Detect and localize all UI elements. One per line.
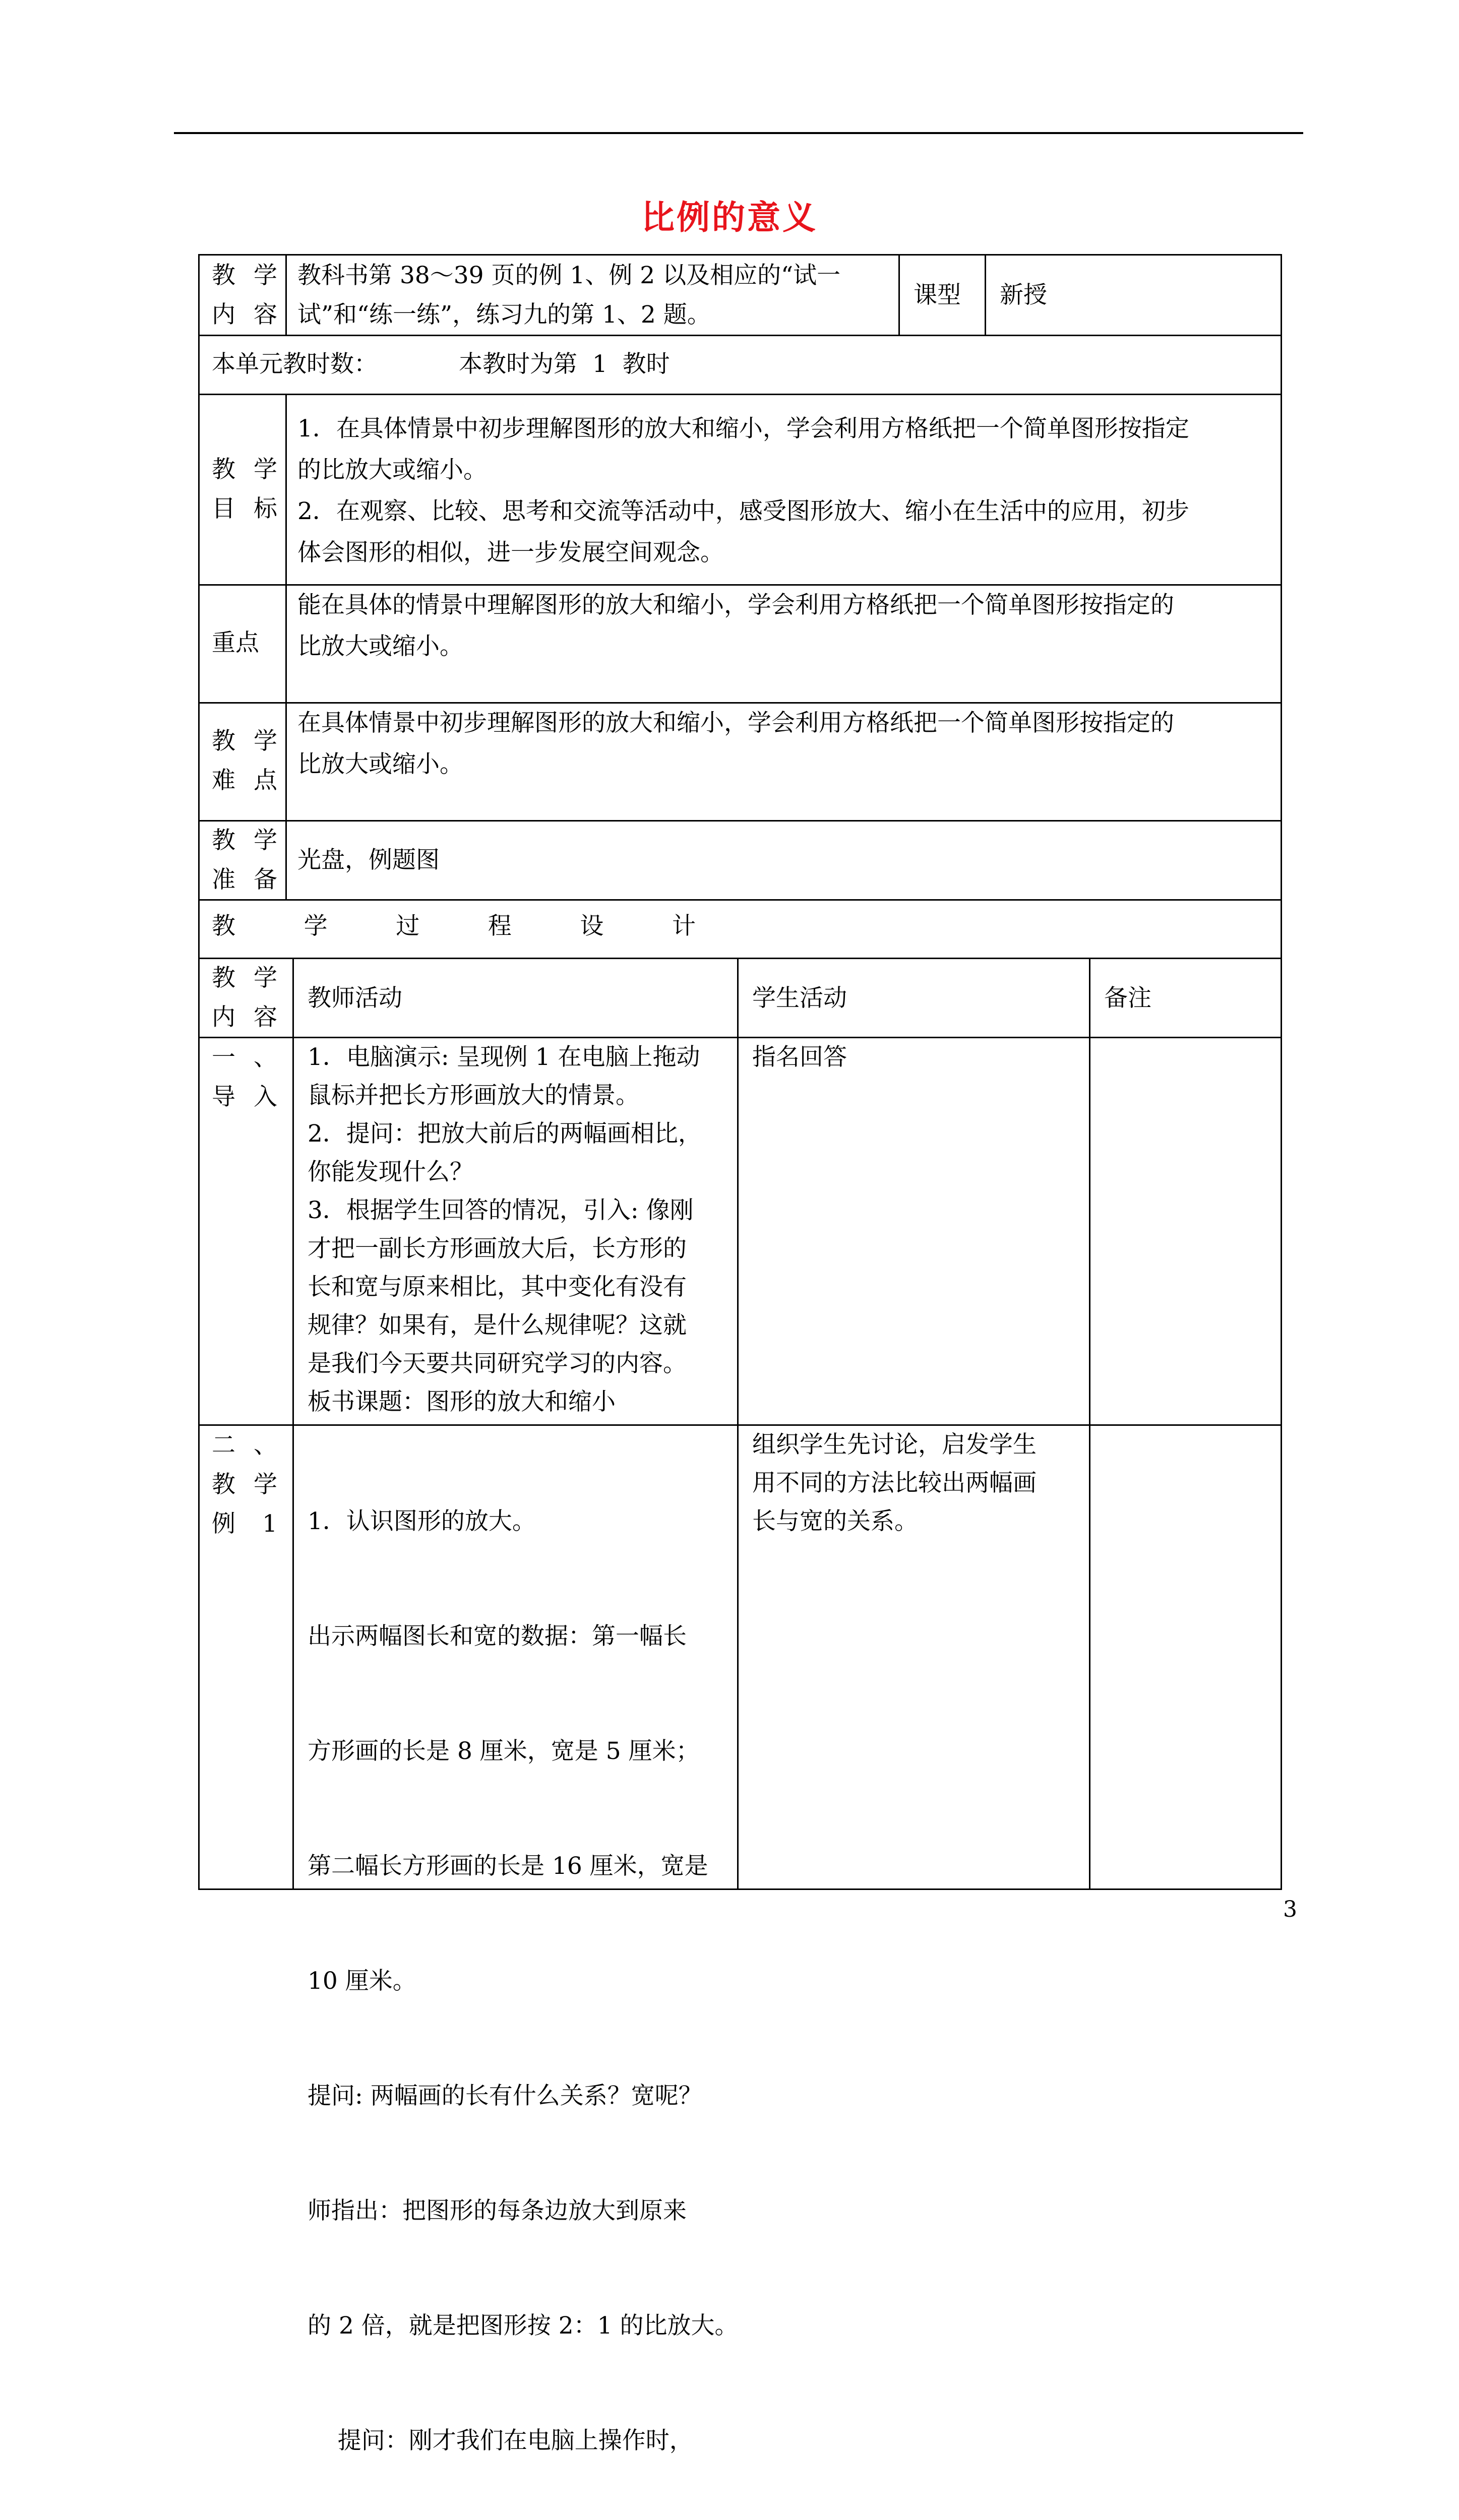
key-label: 重点	[212, 629, 259, 657]
section-label-line: 例 1	[212, 1510, 277, 1538]
goals-line: 的比放大或缩小。	[297, 456, 487, 484]
section-label-line: 一、	[212, 1044, 277, 1072]
table-rule	[1089, 958, 1090, 1888]
difficulty-label	[212, 722, 277, 800]
content-label	[212, 256, 277, 335]
student-activity	[752, 1426, 1037, 1541]
teacher-activity-line: 提问: 两幅画的长有什么关系？宽呢？	[308, 2082, 702, 2110]
lesson-type-value: 新授	[1000, 281, 1047, 309]
process-heading	[212, 907, 696, 941]
prep-label	[212, 821, 277, 900]
content-label-line: 内容	[212, 301, 277, 329]
table-rule	[198, 958, 1282, 959]
process-content-header-line: 教 学	[212, 964, 277, 992]
content-label-line: 教 学	[212, 262, 277, 289]
teacher-activity-line: 是我们今天要共同研究学习的内容。	[308, 1350, 687, 1377]
table-rule	[198, 254, 200, 1890]
teacher-activity	[308, 1038, 702, 1421]
teacher-activity-line: 第二幅长方形画的长是 16 厘米，宽是	[308, 1852, 708, 1880]
prep-label-line: 教 学	[212, 827, 277, 854]
section-label	[212, 1426, 277, 1544]
section-label	[212, 1038, 277, 1117]
teacher-activity-line: 出示两幅图长和宽的数据：第一幅长	[308, 1622, 687, 1650]
teacher-activity-line: 你能发现什么？	[308, 1158, 473, 1186]
table-rule	[898, 254, 900, 335]
table-rule	[198, 394, 1282, 395]
key-line: 比放大或缩小。	[297, 633, 463, 660]
process-heading-char: 过	[396, 912, 420, 940]
process-content-header-line: 内容	[212, 1003, 277, 1031]
teacher-activity-line: 规律？如果有，是什么规律呢？这就	[308, 1311, 687, 1339]
teacher-activity-line: 师指出：把图形的每条边放大到原来	[308, 2197, 687, 2225]
teacher-activity-line: 提问：刚才我们在电脑上操作时，	[308, 2427, 693, 2454]
table-rule	[198, 335, 1282, 336]
section-label-line: 二、	[212, 1431, 277, 1459]
teacher-activity-line: 鼠标并把长方形画放大的情景。	[308, 1082, 639, 1109]
difficulty-text	[297, 703, 1174, 785]
unit-hours: 本单元教时数：	[212, 350, 378, 378]
student-activity-line: 组织学生先讨论，启发学生	[752, 1431, 1037, 1459]
notes-header: 备注	[1104, 984, 1151, 1012]
process-heading-char: 学	[303, 912, 328, 940]
teacher-activity-line: 3．根据学生回答的情况，引入: 像刚	[308, 1196, 694, 1224]
teacher-activity-line: 10 厘米。	[308, 1967, 416, 1995]
teacher-activity-line: 板书课题：图形的放大和缩小	[308, 1388, 616, 1416]
key-text	[297, 585, 1174, 667]
page-number: 3	[1283, 1897, 1297, 1922]
teacher-activity-line: 2．提问：把放大前后的两幅画相比，	[308, 1120, 702, 1148]
student-activity-line: 用不同的方法比较出两幅画	[752, 1469, 1037, 1497]
teacher-activity-line: 方形画的长是 8 厘米，宽是 5 厘米；	[308, 1737, 700, 1765]
process-heading-char: 设	[580, 912, 604, 940]
table-rule	[985, 254, 986, 335]
table-rule	[198, 254, 1282, 256]
content-line: 试”和“练一练”，练习九的第 1、2 题。	[297, 301, 711, 329]
difficulty-label-line: 难点	[212, 767, 277, 794]
table-rule	[198, 899, 1282, 901]
header-rule	[174, 132, 1303, 134]
process-heading-char: 教	[212, 912, 235, 940]
table-rule	[292, 958, 294, 1888]
teacher-activity-header: 教师活动	[308, 984, 402, 1012]
process-heading-char: 程	[488, 912, 512, 940]
table-rule	[285, 254, 287, 335]
teacher-activity-line: 的 2 倍，就是把图形按 2：1 的比放大。	[308, 2312, 739, 2340]
lesson-type-label: 课型	[914, 281, 961, 309]
table-rule	[285, 394, 287, 899]
prep-label-line: 准备	[212, 866, 277, 894]
goals-line: 体会图形的相似，进一步发展空间观念。	[297, 539, 724, 566]
process-content-header	[212, 959, 277, 1037]
teacher-activity-line: 1．认识图形的放大。	[308, 1507, 536, 1535]
process-heading-char: 计	[672, 912, 696, 940]
content-text	[297, 256, 840, 335]
difficulty-label-line: 教 学	[212, 727, 277, 755]
key-line: 能在具体的情景中理解图形的放大和缩小，学会利用方格纸把一个简单图形按指定的	[297, 591, 1174, 619]
goals-label-line: 教 学	[212, 456, 277, 483]
goals-text	[297, 408, 1189, 574]
current-hour: 本教时为第 1 教时	[459, 350, 670, 378]
goals-line: 2．在观察、比较、思考和交流等活动中，感受图形放大、缩小在生活中的应用，初步	[297, 497, 1189, 525]
section-label-line: 导入	[212, 1083, 277, 1111]
difficulty-line: 在具体情景中初步理解图形的放大和缩小，学会利用方格纸把一个简单图形按指定的	[297, 709, 1174, 737]
section-label-line: 教 学	[212, 1471, 277, 1498]
teacher-activity-line: 1．电脑演示: 呈现例 1 在电脑上拖动	[308, 1043, 700, 1071]
table-rule	[198, 820, 1282, 822]
student-activity-header: 学生活动	[752, 984, 847, 1012]
difficulty-line: 比放大或缩小。	[297, 750, 463, 778]
goals-line: 1．在具体情景中初步理解图形的放大和缩小，学会利用方格纸把一个简单图形按指定	[297, 415, 1189, 443]
student-activity	[752, 1038, 847, 1077]
teacher-activity-line: 才把一副长方形画放大后，长方形的	[308, 1235, 687, 1263]
student-activity-line: 长与宽的关系。	[752, 1507, 918, 1535]
teacher-activity-line: 长和宽与原来相比，其中变化有没有	[308, 1273, 687, 1301]
student-activity-line: 指名回答	[752, 1043, 847, 1071]
table-rule	[1281, 254, 1282, 1890]
prep-value: 光盘，例题图	[297, 846, 440, 874]
document-title: 比例的意义	[641, 198, 818, 237]
teacher-activity	[308, 1426, 738, 2520]
content-line: 教科书第 38～39 页的例 1、例 2 以及相应的“试一	[297, 262, 841, 289]
goals-label	[212, 450, 277, 529]
goals-label-line: 目标	[212, 495, 277, 523]
